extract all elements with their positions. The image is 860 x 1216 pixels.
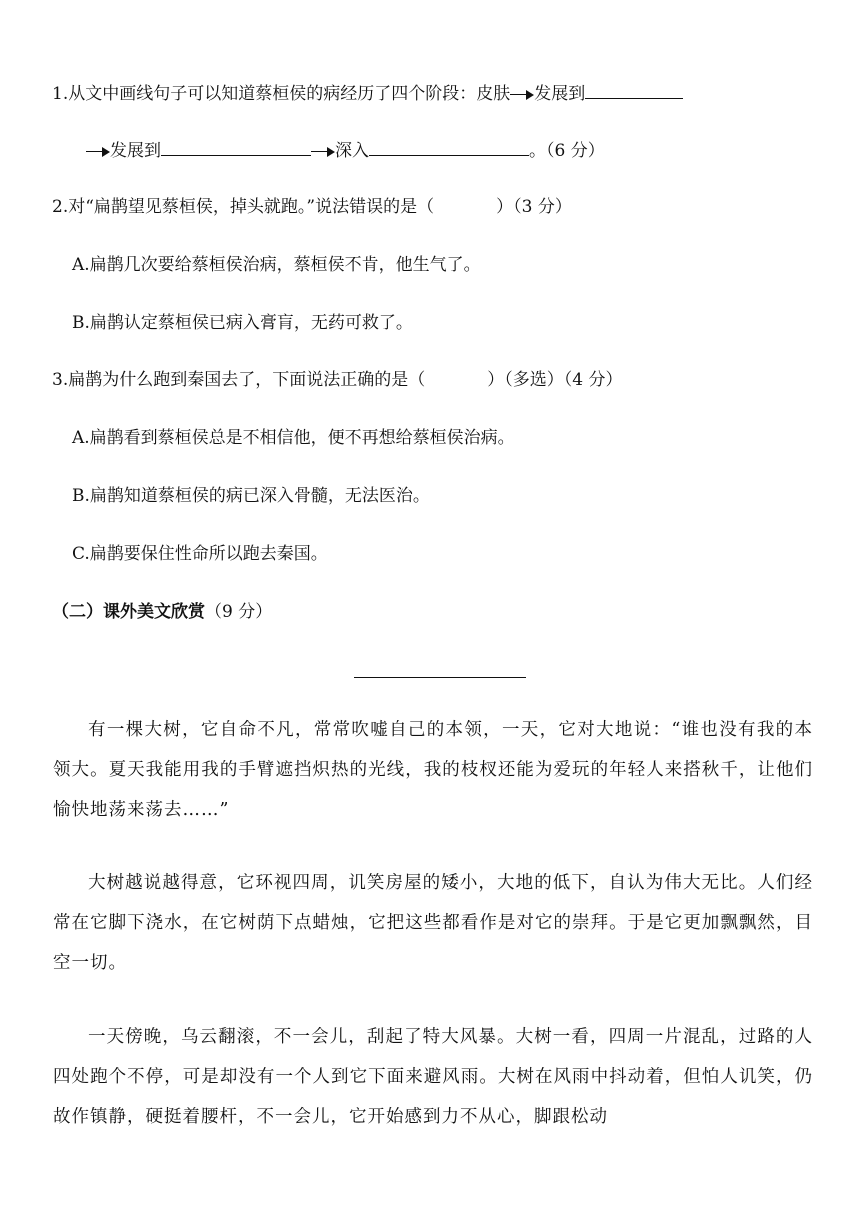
arrow-icon bbox=[86, 146, 110, 158]
question-3-text: 3.扁鹊为什么跑到秦国去了，下面说法正确的是（ bbox=[52, 370, 426, 390]
passage-paragraph-3: 一天傍晚，乌云翻滚，不一会儿，刮起了特大风暴。大树一看，四周一片混乱，过路的人四处跑个不停，可是却没有一个人到它下面来避风雨。大树在风雨中抖动着，但怕人讥笑，仍故作镇静，硬挺着腰杆，不一会儿，它开始感到力不从心，脚跟松动 bbox=[53, 1027, 813, 1127]
passage-title-blank[interactable] bbox=[354, 677, 526, 678]
answer-blank[interactable] bbox=[369, 137, 529, 156]
question-1-deep-label: 深入 bbox=[335, 141, 369, 161]
question-2-option-a: A.扁鹊几次要给蔡桓侯治病，蔡桓侯不肯，他生气了。 bbox=[72, 255, 481, 275]
section-score: （9 分） bbox=[205, 602, 273, 622]
answer-blank[interactable] bbox=[585, 80, 683, 99]
question-1-develop-label: 发展到 bbox=[534, 84, 586, 104]
section-heading bbox=[52, 600, 272, 624]
question-3-score: ）（多选）（4 分） bbox=[487, 370, 623, 390]
question-2-text: 2.对“扁鹊望见蔡桓侯，掉头就跑。”说法错误的是（ bbox=[52, 197, 435, 217]
question-1-score: 。（6 分） bbox=[529, 141, 605, 161]
question-2-stem bbox=[52, 195, 572, 219]
answer-blank[interactable] bbox=[161, 137, 311, 156]
question-1-text: 1.从文中画线句子可以知道蔡桓侯的病经历了四个阶段：皮肤 bbox=[52, 84, 511, 104]
question-2-score: ）（3 分） bbox=[496, 197, 572, 217]
question-1-develop-label: 发展到 bbox=[110, 141, 161, 161]
question-2-option-b: B.扁鹊认定蔡桓侯已病入膏肓，无药可救了。 bbox=[72, 313, 413, 333]
question-3-stem bbox=[52, 368, 622, 392]
arrow-icon bbox=[510, 89, 534, 101]
arrow-icon bbox=[311, 146, 335, 158]
question-3-option-c: C.扁鹊要保住性命所以跑去秦国。 bbox=[72, 544, 328, 564]
question-1-line-1 bbox=[52, 80, 683, 106]
question-3-option-a: A.扁鹊看到蔡桓侯总是不相信他，便不再想给蔡桓侯治病。 bbox=[72, 428, 515, 448]
question-3-option-b: B.扁鹊知道蔡桓侯的病已深入骨髓，无法医治。 bbox=[72, 486, 430, 506]
passage-paragraph-1: 有一棵大树，它自命不凡，常常吹嘘自己的本领，一天，它对大地说：“谁也没有我的本领大。夏天我能用我的手臂遮挡炽热的光线，我的枝杈还能为爱玩的年轻人来搭秋千，让他们愉快地荡来荡去……” bbox=[53, 720, 813, 820]
question-1-line-2 bbox=[86, 137, 605, 163]
passage-paragraph-2: 大树越说越得意，它环视四周，讥笑房屋的矮小，大地的低下，自认为伟大无比。人们经常在它脚下浇水，在它树荫下点蜡烛，它把这些都看作是对它的崇拜。于是它更加飘飘然，目空一切。 bbox=[53, 873, 813, 973]
section-title: （二）课外美文欣赏 bbox=[52, 602, 205, 622]
